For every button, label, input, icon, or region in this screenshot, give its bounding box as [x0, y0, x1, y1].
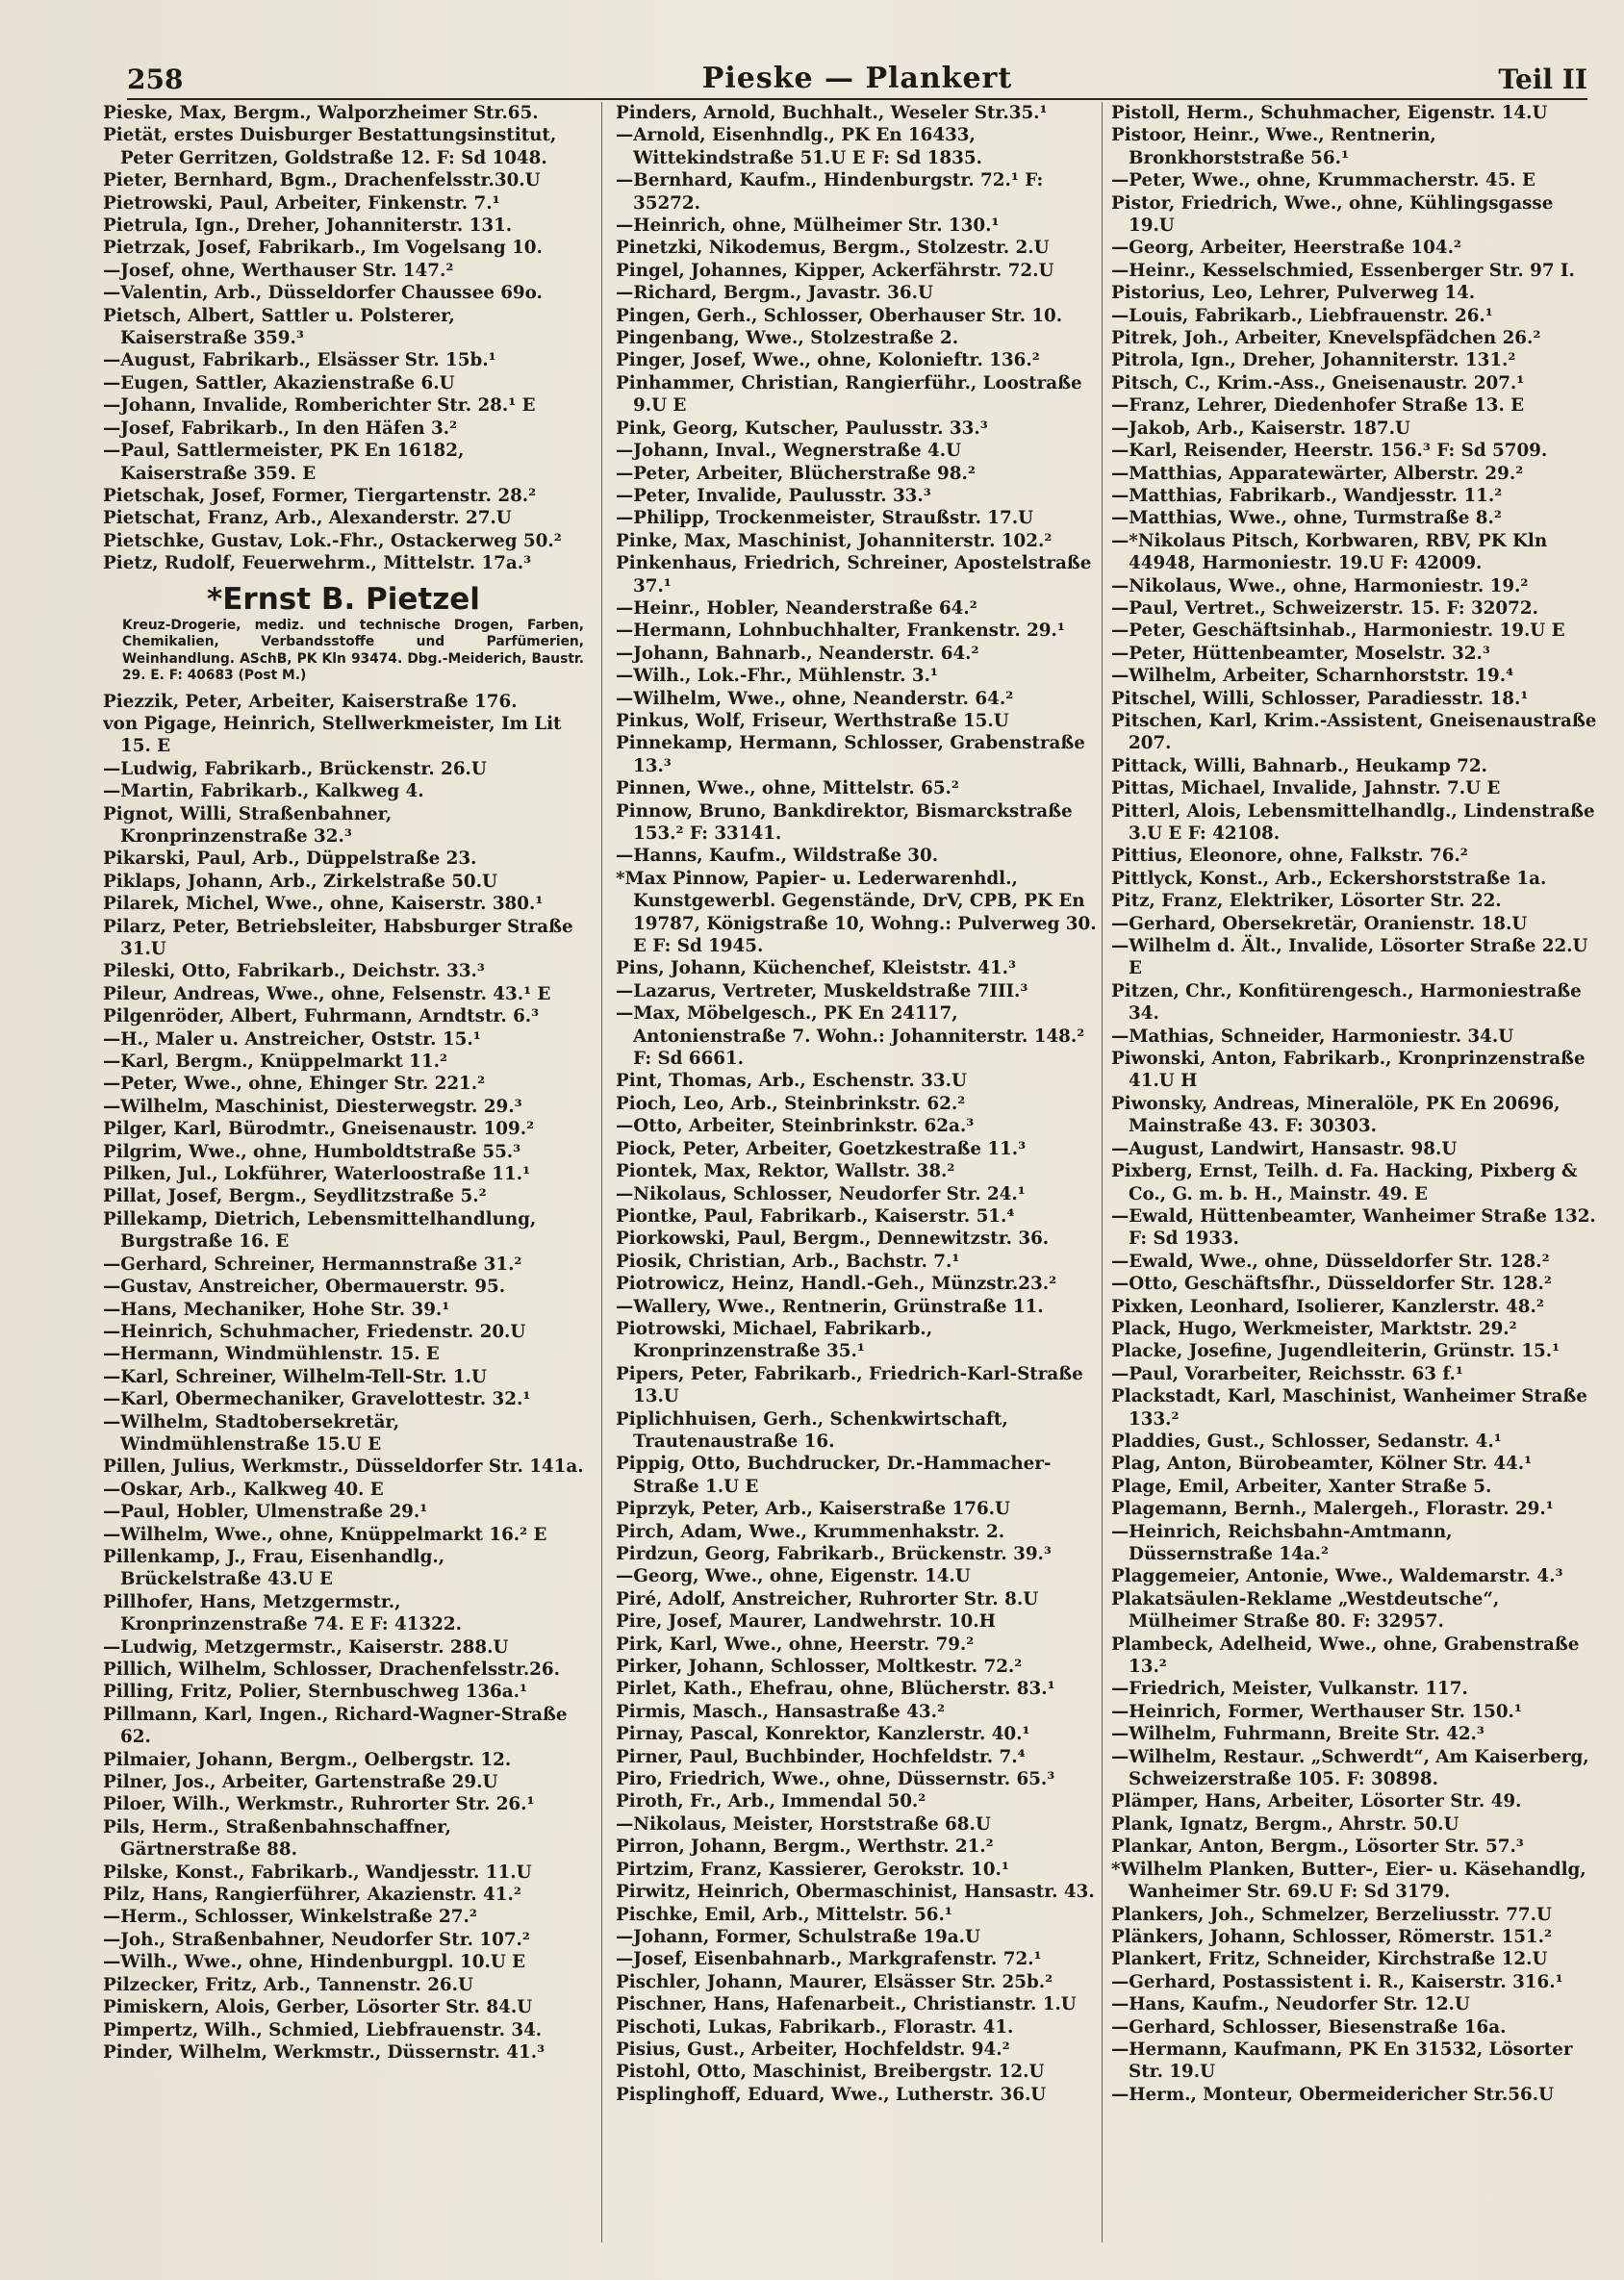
directory-entry: Pilarek, Michel, Wwe., ohne, Kaiserstr. 380.¹	[103, 894, 544, 915]
directory-entry: —Nikolaus, Wwe., ohne, Harmoniestr. 19.²	[1111, 575, 1529, 596]
directory-entry: —Peter, Arbeiter, Blücherstraße 98.²	[616, 463, 976, 484]
advertisement-pietzel	[103, 581, 584, 685]
directory-entry: —August, Fabrikarb., Elsässer Str. 15b.¹	[103, 350, 496, 371]
directory-entry: Piloer, Wilh., Werkmstr., Ruhrorter Str. 26.¹	[103, 1794, 535, 1815]
directory-entry: Piotrowicz, Heinz, Handl.-Geh., Münzstr.23.²	[616, 1274, 1057, 1295]
directory-entry: Pisius, Gust., Arbeiter, Hochfeldstr. 94.²	[616, 2039, 1010, 2060]
directory-entry: Plagemann, Bernh., Malergeh., Florastr. 29.¹	[1111, 1499, 1554, 1520]
directory-entry: *Max Pinnow, Papier- u. Lederwarenhdl., Kunstgewerbl. Gegenstände, DrV, CPB, PK En 19787, Königstraße 10, Wohng.: Pulverweg 30. E F: Sd 1945.	[616, 868, 1097, 957]
ad-body: Kreuz-Drogerie, mediz. und technische Drogen, Farben, Chemikalien, Verbandsstoffe und Parfümerien, Weinhandlung. ASchB, PK Kln 93474. Dbg.-Meiderich, Baustr. 29. E. F: 40683 (Post M.)	[122, 617, 584, 684]
directory-entry: Pillhofer, Hans, Metzgermstr., Kronprinzenstraße 74. E F: 41322.	[103, 1591, 462, 1635]
directory-entry: Plambeck, Adelheid, Wwe., ohne, Grabenstraße 13.²	[1111, 1634, 1580, 1678]
column-divider	[1102, 102, 1103, 2242]
directory-entry: Pixken, Leonhard, Isolierer, Kanzlerstr. 48.²	[1111, 1296, 1544, 1317]
directory-entry: —Arnold, Eisenhndlg., PK En 16433, Wittekindstraße 51.U E F: Sd 1835.	[616, 125, 982, 168]
directory-entry: —Ludwig, Fabrikarb., Brückenstr. 26.U	[103, 758, 487, 779]
directory-entry: Pileski, Otto, Fabrikarb., Deichstr. 33.³	[103, 961, 485, 982]
directory-entry: —Paul, Hobler, Ulmenstraße 29.¹	[103, 1502, 428, 1523]
directory-entry: Pilken, Jul., Lokführer, Waterloostraße 11.¹	[103, 1164, 531, 1185]
directory-entry: —Herm., Monteur, Obermeidericher Str.56.U	[1111, 2084, 1555, 2105]
directory-entry: —Johann, Inval., Wegnerstraße 4.U	[616, 441, 962, 462]
directory-entry: Pinkenhaus, Friedrich, Schreiner, Apostelstraße 37.¹	[616, 553, 1092, 596]
directory-entry: Pistoor, Heinr., Wwe., Rentnerin, Bronkhorststraße 56.¹	[1111, 125, 1436, 168]
directory-entry: —Josef, Fabrikarb., In den Häfen 3.²	[103, 418, 458, 439]
directory-entry: —Oskar, Arb., Kalkweg 40. E	[103, 1479, 384, 1500]
directory-entry: —Karl, Schreiner, Wilhelm-Tell-Str. 1.U	[103, 1366, 487, 1387]
directory-entry: —Peter, Wwe., ohne, Ehinger Str. 221.²	[103, 1074, 486, 1095]
directory-entry: Placke, Josefine, Jugendleiterin, Grünstr. 15.¹	[1111, 1341, 1561, 1362]
directory-entry: —August, Landwirt, Hansastr. 98.U	[1111, 1138, 1458, 1159]
directory-entry: Pischler, Johann, Maurer, Elsässer Str. 25b.²	[616, 1971, 1053, 1992]
directory-entry: Pinder, Wilhelm, Werkmstr., Düssernstr. 41.³	[103, 2041, 546, 2063]
directory-entry: Plakatsäulen-Reklame „Westdeutsche“, Mülheimer Straße 80. F: 32957.	[1111, 1588, 1500, 1633]
directory-entry: —Heinr., Kesselschmied, Essenberger Str. 97 I.	[1111, 260, 1575, 281]
directory-entry: —Johann, Bahnarb., Neanderstr. 64.²	[616, 643, 979, 664]
directory-entry: —Karl, Bergm., Knüppelmarkt 11.²	[103, 1051, 447, 1073]
directory-entry: —Hermann, Windmühlenstr. 15. E	[103, 1344, 440, 1365]
directory-entry: —Ewald, Wwe., ohne, Düsseldorfer Str. 128.²	[1111, 1251, 1550, 1272]
directory-entry: Pillekamp, Dietrich, Lebensmittelhandlung, Burgstraße 16. E	[103, 1208, 537, 1253]
directory-entry: —Mathias, Schneider, Harmoniestr. 34.U	[1111, 1026, 1514, 1047]
directory-entry: Piklaps, Johann, Arb., Zirkelstraße 50.U	[103, 871, 497, 892]
directory-entry: —Ewald, Hüttenbeamter, Wanheimer Straße 132. F: Sd 1933.	[1111, 1205, 1596, 1250]
directory-entry: Pietschke, Gustav, Lok.-Fhr., Ostackerweg 50.²	[103, 530, 562, 551]
directory-entry: —Johann, Invalide, Romberichter Str. 28.¹ E	[103, 395, 536, 417]
directory-entry: Piroth, Fr., Arb., Immendal 50.²	[616, 1791, 926, 1812]
page-number: 258	[127, 63, 184, 95]
directory-entry: Piorkowski, Paul, Bergm., Dennewitzstr. 36.	[616, 1229, 1050, 1250]
directory-entry: —Wilhelm, Restaur. „Schwerdt“, Am Kaiserberg, Schweizerstraße 105. F: 30898.	[1111, 1746, 1589, 1790]
directory-entry: Pietrowski, Paul, Arbeiter, Finkenstr. 7.¹	[103, 192, 500, 214]
entry-list	[103, 691, 584, 2065]
directory-entry: —Hans, Mechaniker, Hohe Str. 39.¹	[103, 1299, 450, 1320]
directory-entry: Pirdzun, Georg, Fabrikarb., Brückenstr. 39.³	[616, 1544, 1052, 1564]
directory-entry: Pioch, Leo, Arb., Steinbrinkstr. 62.²	[616, 1093, 966, 1114]
directory-entry: Pietrula, Ign., Dreher, Johanniterstr. 131.	[103, 215, 513, 237]
directory-entry: Pirmis, Masch., Hansastraße 43.²	[616, 1701, 945, 1722]
directory-entry: Pirron, Johann, Bergm., Werthstr. 21.²	[616, 1837, 994, 1858]
directory-entry: —Peter, Wwe., ohne, Krummacherstr. 45. E	[1111, 170, 1535, 191]
directory-entry: Pittius, Eleonore, ohne, Falkstr. 76.²	[1111, 846, 1468, 867]
directory-entry: —Matthias, Wwe., ohne, Turmstraße 8.²	[1111, 508, 1502, 529]
directory-entry: Pileur, Andreas, Wwe., ohne, Felsenstr. 43.¹ E	[103, 983, 551, 1004]
directory-entry: Pirnay, Pascal, Konrektor, Kanzlerstr. 40.¹	[616, 1724, 1030, 1745]
directory-entry: —Wilhelm, Wwe., ohne, Knüppelmarkt 16.² E	[103, 1524, 547, 1545]
directory-entry: Pink, Georg, Kutscher, Paulusstr. 33.³	[616, 418, 988, 439]
directory-entry: Pieske, Max, Bergm., Walporzheimer Str.65.	[103, 103, 539, 123]
directory-entry: Pilske, Konst., Fabrikarb., Wandjesstr. 11.U	[103, 1862, 532, 1883]
directory-entry: Pitsch, C., Krim.-Ass., Gneisenaustr. 207.¹	[1111, 372, 1525, 393]
directory-entry: —Wilhelm, Wwe., ohne, Neanderstr. 64.²	[616, 688, 1014, 709]
directory-entry: —Paul, Vorarbeiter, Reichsstr. 63 f.¹	[1111, 1363, 1463, 1384]
directory-entry: —Gerhard, Schreiner, Hermannstraße 31.²	[103, 1254, 522, 1275]
directory-entry: —H., Maler u. Anstreicher, Oststr. 15.¹	[103, 1028, 481, 1050]
directory-entry: Piontek, Max, Rektor, Wallstr. 38.²	[616, 1161, 955, 1182]
entry-list	[616, 102, 1097, 2106]
directory-entry: Pillat, Josef, Bergm., Seydlitzstraße 5.²	[103, 1186, 487, 1207]
directory-entry: Pilzecker, Fritz, Arb., Tannenstr. 26.U	[103, 1974, 473, 1995]
directory-entry: Plämper, Hans, Arbeiter, Lösorter Str. 49.	[1111, 1791, 1522, 1812]
directory-entry: Pirlet, Kath., Ehefrau, ohne, Blücherstr. 83.¹	[616, 1679, 1055, 1700]
directory-entry: Pinnow, Bruno, Bankdirektor, Bismarckstraße 153.² F: 33141.	[616, 800, 1073, 844]
directory-entry: Pitrek, Joh., Arbeiter, Knevelspfädchen 26.²	[1111, 328, 1541, 349]
directory-entry: Pire, Josef, Maurer, Landwehrstr. 10.H	[616, 1611, 996, 1633]
directory-entry: Pistor, Friedrich, Wwe., ohne, Kühlingsgasse 19.U	[1111, 192, 1554, 237]
directory-entry: Piro, Friedrich, Wwe., ohne, Düssernstr. 65.³	[616, 1769, 1055, 1790]
directory-entry: Pitrola, Ign., Dreher, Johanniterstr. 131.²	[1111, 350, 1516, 371]
directory-entry: Pillich, Wilhelm, Schlosser, Drachenfelsstr.26.	[103, 1659, 560, 1680]
directory-entry: —Lazarus, Vertreter, Muskeldstraße 7III.³	[616, 980, 1028, 1001]
directory-entry: Pistohl, Otto, Maschinist, Breibergstr. 12.U	[616, 2062, 1045, 2083]
directory-entry: Piwonski, Anton, Fabrikarb., Kronprinzenstraße 41.U H	[1111, 1049, 1586, 1092]
directory-entry: —Johann, Former, Schulstraße 19a.U	[616, 1926, 980, 1947]
directory-entry: —Louis, Fabrikarb., Liebfrauenstr. 26.¹	[1111, 305, 1493, 326]
directory-entry: Pisplinghoff, Eduard, Wwe., Lutherstr. 36.U	[616, 2084, 1047, 2105]
directory-entry: Pipers, Peter, Fabrikarb., Friedrich-Karl-Straße 13.U	[616, 1363, 1083, 1407]
directory-entry: Pirch, Adam, Wwe., Krummenhakstr. 2.	[616, 1521, 1005, 1542]
directory-entry: —Matthias, Apparatewärter, Alberstr. 29.²	[1111, 463, 1524, 484]
directory-entry: Plankert, Fritz, Schneider, Kirchstraße 12.U	[1111, 1949, 1548, 1970]
directory-entry: Pillen, Julius, Werkmstr., Düsseldorfer Str. 141a.	[103, 1457, 584, 1478]
directory-entry: —Gerhard, Obersekretär, Oranienstr. 18.U	[1111, 913, 1528, 934]
directory-entry: —Heinrich, Schuhmacher, Friedenstr. 20.U	[103, 1321, 526, 1342]
directory-entry: —Peter, Geschäftsinhab., Harmoniestr. 19.U E	[1111, 621, 1565, 642]
directory-entry: Pint, Thomas, Arb., Eschenstr. 33.U	[616, 1071, 967, 1092]
directory-entry: —Valentin, Arb., Düsseldorfer Chaussee 69o.	[103, 283, 543, 304]
directory-entry: Pinkus, Wolf, Friseur, Werthstraße 15.U	[616, 710, 1009, 731]
entry-list	[1111, 102, 1597, 2106]
directory-entry: Pietrzak, Josef, Fabrikarb., Im Vogelsang 10.	[103, 238, 543, 259]
directory-entry: —*Nikolaus Pitsch, Korbwaren, RBV, PK Kln 44948, Harmoniestr. 19.U F: 42009.	[1111, 530, 1548, 574]
directory-entry: —Paul, Sattlermeister, PK En 16182, Kaiserstraße 359. E	[103, 441, 465, 484]
directory-entry: *Wilhelm Planken, Butter-, Eier- u. Käsehandlg, Wanheimer Str. 69.U F: Sd 3179.	[1111, 1859, 1586, 1903]
directory-entry: Pingel, Johannes, Kipper, Ackerfährstr. 72.U	[616, 260, 1054, 281]
directory-entry: —Wilhelm, Stadtobersekretär, Windmühlenstraße 15.U E	[103, 1411, 400, 1455]
directory-entry: —Nikolaus, Meister, Horststraße 68.U	[616, 1813, 991, 1835]
directory-entry: —Eugen, Sattler, Akazienstraße 6.U	[103, 372, 455, 393]
directory-entry: Plänkers, Johann, Schlosser, Römerstr. 151.²	[1111, 1926, 1553, 1947]
directory-entry: Piwonsky, Andreas, Mineralöle, PK En 20696, Mainstraße 43. F: 30303.	[1111, 1093, 1561, 1137]
directory-entry: —Wilhelm, Arbeiter, Scharnhorststr. 19.⁴	[1111, 666, 1514, 687]
directory-entry: —Josef, Eisenbahnarb., Markgrafenstr. 72.¹	[616, 1949, 1042, 1970]
directory-entry: —Jakob, Arb., Kaiserstr. 187.U	[1111, 418, 1410, 439]
directory-entry: —Karl, Obermechaniker, Gravelottestr. 32.¹	[103, 1389, 531, 1410]
directory-entry: Piontke, Paul, Fabrikarb., Kaiserstr. 51.⁴	[616, 1205, 1015, 1227]
directory-entry: Pinders, Arnold, Buchhalt., Weseler Str.35.¹	[616, 103, 1048, 123]
column-2	[616, 102, 1097, 2247]
directory-entry: —Wilhelm d. Ält., Invalide, Lösorter Straße 22.U E	[1111, 936, 1588, 979]
directory-entry: —Peter, Invalide, Paulusstr. 33.³	[616, 485, 931, 506]
directory-entry: —Bernhard, Kaufm., Hindenburgstr. 72.¹ F: 35272.	[616, 170, 1044, 214]
directory-entry: —Gustav, Anstreicher, Obermauerstr. 95.	[103, 1277, 506, 1298]
directory-entry: —Heinrich, ohne, Mülheimer Str. 130.¹	[616, 215, 1000, 237]
directory-entry: —Georg, Arbeiter, Heerstraße 104.²	[1111, 238, 1461, 259]
directory-entry: Pittas, Michael, Invalide, Jahnstr. 7.U E	[1111, 778, 1501, 799]
directory-entry: —Hermann, Lohnbuchhalter, Frankenstr. 29.¹	[616, 621, 1065, 642]
directory-entry: Pignot, Willi, Straßenbahner, Kronprinzenstraße 32.³	[103, 803, 393, 847]
directory-entry: Pinnekamp, Hermann, Schlosser, Grabenstraße 13.³	[616, 733, 1085, 776]
directory-entry: Pittlyck, Konst., Arb., Eckershorststraße 1a.	[1111, 868, 1547, 889]
directory-entry: Pikarski, Paul, Arb., Düppelstraße 23.	[103, 849, 477, 870]
directory-entry: —Peter, Hüttenbeamter, Moselstr. 32.³	[1111, 643, 1490, 664]
directory-entry: —Paul, Vertret., Schweizerstr. 15. F: 32072.	[1111, 597, 1538, 619]
directory-entry: Pirk, Karl, Wwe., ohne, Heerstr. 79.²	[616, 1634, 975, 1655]
directory-entry: —Nikolaus, Schlosser, Neudorfer Str. 24.¹	[616, 1183, 1026, 1204]
directory-entry: Pitz, Franz, Elektriker, Lösorter Str. 22.	[1111, 891, 1502, 912]
directory-entry: Pitterl, Alois, Lebensmittelhandlg., Lindenstraße 3.U E F: 42108.	[1111, 800, 1595, 844]
directory-entry: —Friedrich, Meister, Vulkanstr. 117.	[1111, 1679, 1468, 1700]
directory-entry: Pietschat, Franz, Arb., Alexanderstr. 27.U	[103, 508, 512, 529]
directory-entry: —Georg, Wwe., ohne, Eigenstr. 14.U	[616, 1566, 971, 1587]
directory-entry: —Wilh., Lok.-Fhr., Mühlenstr. 3.¹	[616, 666, 938, 687]
directory-entry: Pistoll, Herm., Schuhmacher, Eigenstr. 14.U	[1111, 103, 1548, 123]
directory-entry: —Wilhelm, Maschinist, Diesterwegstr. 29.³	[103, 1096, 522, 1117]
directory-entry: —Otto, Geschäftsfhr., Düsseldorfer Str. 128.²	[1111, 1274, 1552, 1295]
directory-entry: Plank, Ignatz, Bergm., Ahrstr. 50.U	[1111, 1813, 1459, 1835]
page-header	[127, 58, 1587, 100]
directory-entry: —Hans, Kaufm., Neudorfer Str. 12.U	[1111, 1994, 1470, 2015]
directory-entry: —Philipp, Trockenmeister, Straußstr. 17.U	[616, 508, 1034, 529]
directory-entry: Pinger, Josef, Wwe., ohne, Kolonieftr. 136.²	[616, 350, 1040, 371]
directory-entry: Pimpertz, Wilh., Schmied, Liebfrauenstr. 34.	[103, 2019, 543, 2040]
directory-entry: —Hermann, Kaufmann, PK En 31532, Lösorter Str. 19.U	[1111, 2039, 1573, 2083]
directory-entry: Pinke, Max, Maschinist, Johanniterstr. 102.²	[616, 530, 1053, 551]
directory-entry: Plag, Anton, Bürobeamter, Kölner Str. 44.¹	[1111, 1454, 1533, 1475]
directory-entry: Pixberg, Ernst, Teilh. d. Fa. Hacking, Pixberg & Co., G. m. b. H., Mainstr. 49. E	[1111, 1161, 1578, 1204]
directory-entry: Pischke, Emil, Arb., Mittelstr. 56.¹	[616, 1904, 952, 1925]
directory-entry: Pillmann, Karl, Ingen., Richard-Wagner-Straße 62.	[103, 1704, 568, 1748]
directory-entry: —Herm., Schlosser, Winkelstraße 27.²	[103, 1907, 477, 1928]
directory-entry: Plankar, Anton, Bergm., Lösorter Str. 57.³	[1111, 1837, 1524, 1858]
directory-entry: Pilz, Hans, Rangierführer, Akazienstr. 41.²	[103, 1885, 521, 1906]
directory-entry: Pirtzim, Franz, Kassierer, Gerokstr. 10.¹	[616, 1859, 1009, 1880]
directory-entry: Pilling, Fritz, Polier, Sternbuschweg 136a.¹	[103, 1682, 527, 1703]
directory-entry: Pitzen, Chr., Konfitürengesch., Harmoniestraße 34.	[1111, 980, 1582, 1025]
directory-entry: Pins, Johann, Küchenchef, Kleiststr. 41.³	[616, 958, 1017, 979]
directory-entry: Piré, Adolf, Anstreicher, Ruhrorter Str. 8.U	[616, 1588, 1039, 1609]
directory-entry: Pietz, Rudolf, Feuerwehrm., Mittelstr. 17a.³	[103, 553, 532, 574]
directory-entry: —Wilh., Wwe., ohne, Hindenburgpl. 10.U E	[103, 1952, 526, 1973]
running-title: Pieske — Plankert	[701, 62, 1013, 95]
column-3	[1111, 102, 1597, 2247]
directory-entry: Pippig, Otto, Buchdrucker, Dr.-Hammacher-Straße 1.U E	[616, 1454, 1052, 1497]
directory-entry: Pinnen, Wwe., ohne, Mittelstr. 65.²	[616, 778, 959, 799]
directory-entry: —Max, Möbelgesch., PK En 24117, Antonienstraße 7. Wohn.: Johanniterstr. 148.² F: Sd 6661.	[616, 1003, 1085, 1070]
directory-entry: —Otto, Arbeiter, Steinbrinkstr. 62a.³	[616, 1116, 975, 1137]
column-1	[103, 102, 584, 2247]
directory-entry: —Martin, Fabrikarb., Kalkweg 4.	[103, 781, 424, 802]
ad-name: *Ernst B. Pietzel	[207, 581, 480, 617]
directory-entry: —Wallery, Wwe., Rentnerin, Grünstraße 11.	[616, 1296, 1044, 1317]
directory-entry: Pittack, Willi, Bahnarb., Heukamp 72.	[1111, 755, 1487, 776]
directory-entry: Plage, Emil, Arbeiter, Xanter Straße 5.	[1111, 1476, 1492, 1497]
directory-entry: Piezzik, Peter, Arbeiter, Kaiserstraße 176.	[103, 691, 518, 712]
directory-entry: Plankers, Joh., Schmelzer, Berzeliusstr. 77.U	[1111, 1904, 1552, 1925]
entry-list	[103, 102, 584, 575]
directory-entry: Pietät, erstes Duisburger Bestattungsinstitut, Peter Gerritzen, Goldstraße 12. F: Sd 1048.	[103, 125, 557, 168]
directory-entry: —Gerhard, Postassistent i. R., Kaiserstr. 316.¹	[1111, 1971, 1563, 1992]
directory-entry: Pieter, Bernhard, Bgm., Drachenfelsstr.30.U	[103, 170, 541, 191]
directory-entry: —Wilhelm, Fuhrmann, Breite Str. 42.³	[1111, 1724, 1484, 1745]
directory-entry: —Karl, Reisender, Heerstr. 156.³ F: Sd 5709.	[1111, 441, 1548, 462]
directory-entry: Plack, Hugo, Werkmeister, Marktstr. 29.²	[1111, 1318, 1517, 1339]
directory-entry: Pimiskern, Alois, Gerber, Lösorter Str. 84.U	[103, 1997, 533, 2018]
directory-entry: Pils, Herm., Straßenbahnschaffner, Gärtnerstraße 88.	[103, 1816, 451, 1861]
directory-entry: —Richard, Bergm., Javastr. 36.U	[616, 283, 933, 304]
directory-entry: Pilgrim, Wwe., ohne, Humboldtstraße 55.³	[103, 1141, 521, 1162]
directory-entry: Pilarz, Peter, Betriebsleiter, Habsburger Straße 31.U	[103, 916, 573, 959]
directory-entry: —Ludwig, Metzgermstr., Kaiserstr. 288.U	[103, 1636, 509, 1658]
directory-entry: —Heinrich, Former, Werthauser Str. 150.¹	[1111, 1701, 1522, 1722]
directory-entry: Pinhammer, Christian, Rangierführ., Loostraße 9.U E	[616, 372, 1082, 417]
directory-entry: Piotrowski, Michael, Fabrikarb., Kronprinzenstraße 35.¹	[616, 1318, 933, 1362]
directory-entry: Piplichhuisen, Gerh., Schenkwirtschaft, Trautenaustraße 16.	[616, 1408, 1008, 1452]
directory-entry: Pirwitz, Heinrich, Obermaschinist, Hansastr. 43.	[616, 1882, 1095, 1903]
directory-entry: Pillenkamp, J., Frau, Eisenhandlg., Brückelstraße 43.U E	[103, 1546, 445, 1590]
directory-entry: Pinetzki, Nikodemus, Bergm., Stolzestr. 2.U	[616, 238, 1050, 259]
directory-entry: Pistorius, Leo, Lehrer, Pulverweg 14.	[1111, 283, 1476, 304]
directory-entry: Pietsch, Albert, Sattler u. Polsterer, Kaiserstraße 359.³	[103, 305, 455, 349]
directory-entry: Pilner, Jos., Arbeiter, Gartenstraße 29.U	[103, 1772, 498, 1793]
directory-entry: Pilger, Karl, Bürodmtr., Gneisenaustr. 109.²	[103, 1119, 535, 1140]
directory-entry: —Matthias, Fabrikarb., Wandjesstr. 11.²	[1111, 485, 1503, 506]
directory-entry: —Heinrich, Reichsbahn-Amtmann, Düssernstraße 14a.²	[1111, 1521, 1453, 1564]
directory-entry: Pirker, Johann, Schlosser, Moltkestr. 72.²	[616, 1657, 1023, 1678]
directory-entry: —Joh., Straßenbahner, Neudorfer Str. 107.²	[103, 1929, 530, 1950]
directory-entry: Pingenbang, Wwe., Stolzestraße 2.	[616, 328, 959, 349]
directory-entry: Pladdies, Gust., Schlosser, Sedanstr. 4.¹	[1111, 1431, 1502, 1452]
directory-entry: Piprzyk, Peter, Arb., Kaiserstraße 176.U	[616, 1499, 1010, 1520]
directory-entry: Plackstadt, Karl, Maschinist, Wanheimer Straße 133.²	[1111, 1386, 1587, 1430]
directory-entry: Pirner, Paul, Buchbinder, Hochfeldstr. 7.⁴	[616, 1746, 1026, 1767]
directory-entry: Plaggemeier, Antonie, Wwe., Waldemarstr. 4.³	[1111, 1566, 1563, 1587]
part-label: Teil II	[1498, 63, 1587, 95]
directory-entry: Pischoti, Lukas, Fabrikarb., Florastr. 41.	[616, 2016, 1014, 2038]
directory-entry: Pilgenröder, Albert, Fuhrmann, Arndtstr. 6.³	[103, 1006, 540, 1027]
directory-entry: —Franz, Lehrer, Diedenhofer Straße 13. E	[1111, 395, 1525, 417]
directory-entry: —Gerhard, Schlosser, Biesenstraße 16a.	[1111, 2016, 1507, 2038]
directory-entry: Pietschak, Josef, Former, Tiergartenstr. 28.²	[103, 485, 537, 506]
directory-entry: von Pigage, Heinrich, Stellwerkmeister, Im Lit 15. E	[103, 713, 562, 757]
directory-entry: Pitschen, Karl, Krim.-Assistent, Gneisenaustraße 207.	[1111, 710, 1597, 754]
directory-entry: —Heinr., Hobler, Neanderstraße 64.²	[616, 597, 977, 619]
column-divider	[601, 102, 602, 2242]
directory-entry: Piock, Peter, Arbeiter, Goetzkestraße 11.³	[616, 1138, 1027, 1159]
directory-entry: Pitschel, Willi, Schlosser, Paradiesstr. 18.¹	[1111, 688, 1529, 709]
directory-entry: —Hanns, Kaufm., Wildstraße 30.	[616, 846, 939, 867]
directory-entry: Pilmaier, Johann, Bergm., Oelbergstr. 12.	[103, 1749, 512, 1770]
directory-entry: Piosik, Christian, Arb., Bachstr. 7.¹	[616, 1251, 960, 1272]
directory-entry: —Josef, ohne, Werthauser Str. 147.²	[103, 260, 454, 281]
directory-entry: Pischner, Hans, Hafenarbeit., Christianstr. 1.U	[616, 1994, 1077, 2015]
directory-entry: Pingen, Gerh., Schlosser, Oberhauser Str. 10.	[616, 305, 1063, 326]
